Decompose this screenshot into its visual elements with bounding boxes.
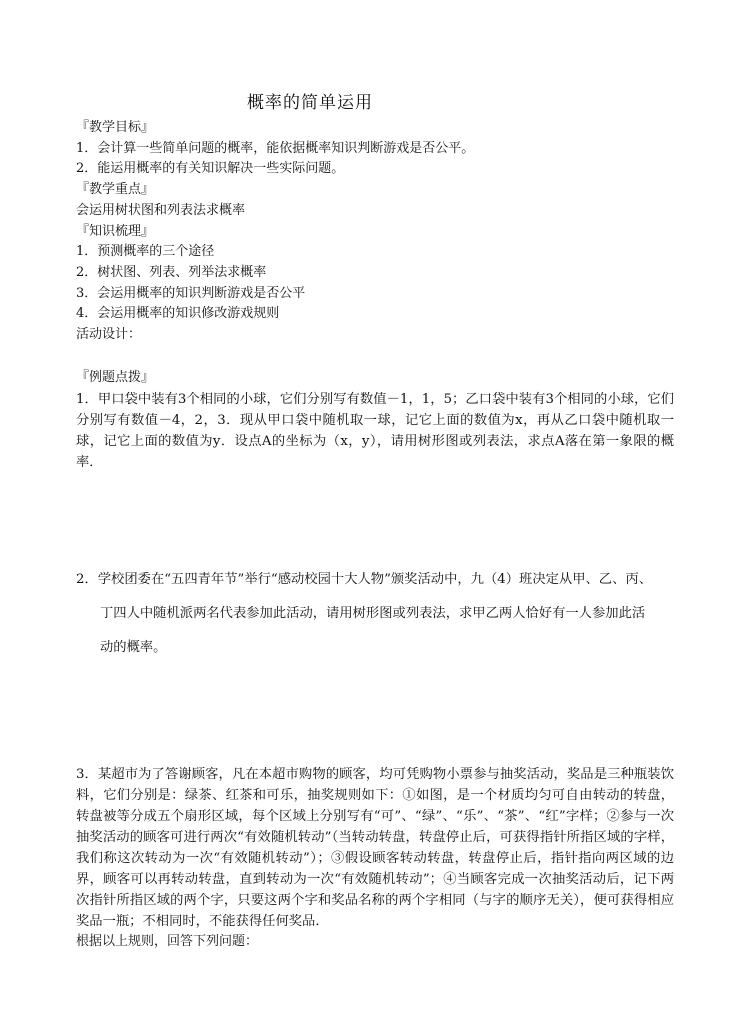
knowledge-item: 3．会运用概率的知识判断游戏是否公平 — [76, 285, 306, 301]
question-2 — [76, 570, 676, 658]
objectives-heading: 『教学目标』 — [76, 120, 155, 135]
examples-section — [76, 368, 674, 473]
knowledge-item: 1．预测概率的三个途径 — [76, 244, 215, 260]
page-title: 概率的简单运用 — [247, 93, 373, 113]
key-points-heading: 『教学重点』 — [76, 182, 155, 198]
knowledge-item: 4．会运用概率的知识修改游戏规则 — [76, 306, 280, 322]
activity-label: 活动设计： — [76, 327, 142, 343]
question-3-section — [76, 764, 674, 953]
question-2-line: 2．学校团委在“五四青年节”举行“感动校园十大人物”颁奖活动中，九（4）班决定从甲、乙、丙、 — [76, 572, 652, 587]
question-3-tail: 根据以上规则，回答下列问题： — [76, 934, 259, 949]
key-points-text: 会运用树状图和列表法求概率 — [76, 202, 246, 218]
question-1: 1．甲口袋中装有3个相同的小球，它们分别写有数值－1，1，5；乙口袋中装有3个相同的小球，它们分别写有数值－4，2，3．现从甲口袋中随机取一球，记它上面的数值为x，再从乙口袋中随机取一球，记它上面的数值为y．设点A的坐标为（x，y），请用树形图或列表法，求点A落在第一象限的概率． — [76, 391, 674, 470]
question-3: 3．某超市为了答谢顾客，凡在本超市购物的顾客，均可凭购物小票参与抽奖活动，奖品是三种瓶装饮料，它们分别是：绿茶、红茶和可乐，抽奖规则如下：①如图，是一个材质均匀可自由转动的转盘，转盘被等分成五个扇形区域，每个区域上分别写有“可”、“绿”、“乐”、“茶”、“红”字样；②参与一次抽奖活动的顾客可进行两次“有效随机转动”（当转动转盘，转盘停止后，可获得指针所指区域的字样，我们称这次转动为一次“有效随机转动”）；③假设顾客转动转盘，转盘停止后，指针指向两区域的边界，顾客可以再转动转盘，直到转动为一次“有效随机转动”；④当顾客完成一次抽奖活动后，记下两次指针所指区域的两个字，只要这两个字和奖品名称的两个字相同（与字的顺序无关），便可获得相应奖品一瓶；不相同时，不能获得任何奖品． — [76, 767, 674, 929]
question-2-line: 动的概率。 — [100, 640, 167, 655]
objectives-section — [76, 118, 674, 346]
knowledge-item: 2．树状图、列表、列举法求概率 — [76, 264, 267, 280]
knowledge-heading: 『知识梳理』 — [76, 223, 155, 239]
examples-heading: 『例题点拨』 — [76, 370, 155, 385]
objective-item: 2．能运用概率的有关知识解决一些实际问题。 — [76, 161, 345, 177]
objective-item: 1．会计算一些简单问题的概率，能依据概率知识判断游戏是否公平。 — [76, 140, 475, 156]
question-2-line: 丁四人中随机派两名代表参加此活动，请用树形图或列表法，求甲乙两人恰好有一人参加此活 — [100, 606, 646, 621]
